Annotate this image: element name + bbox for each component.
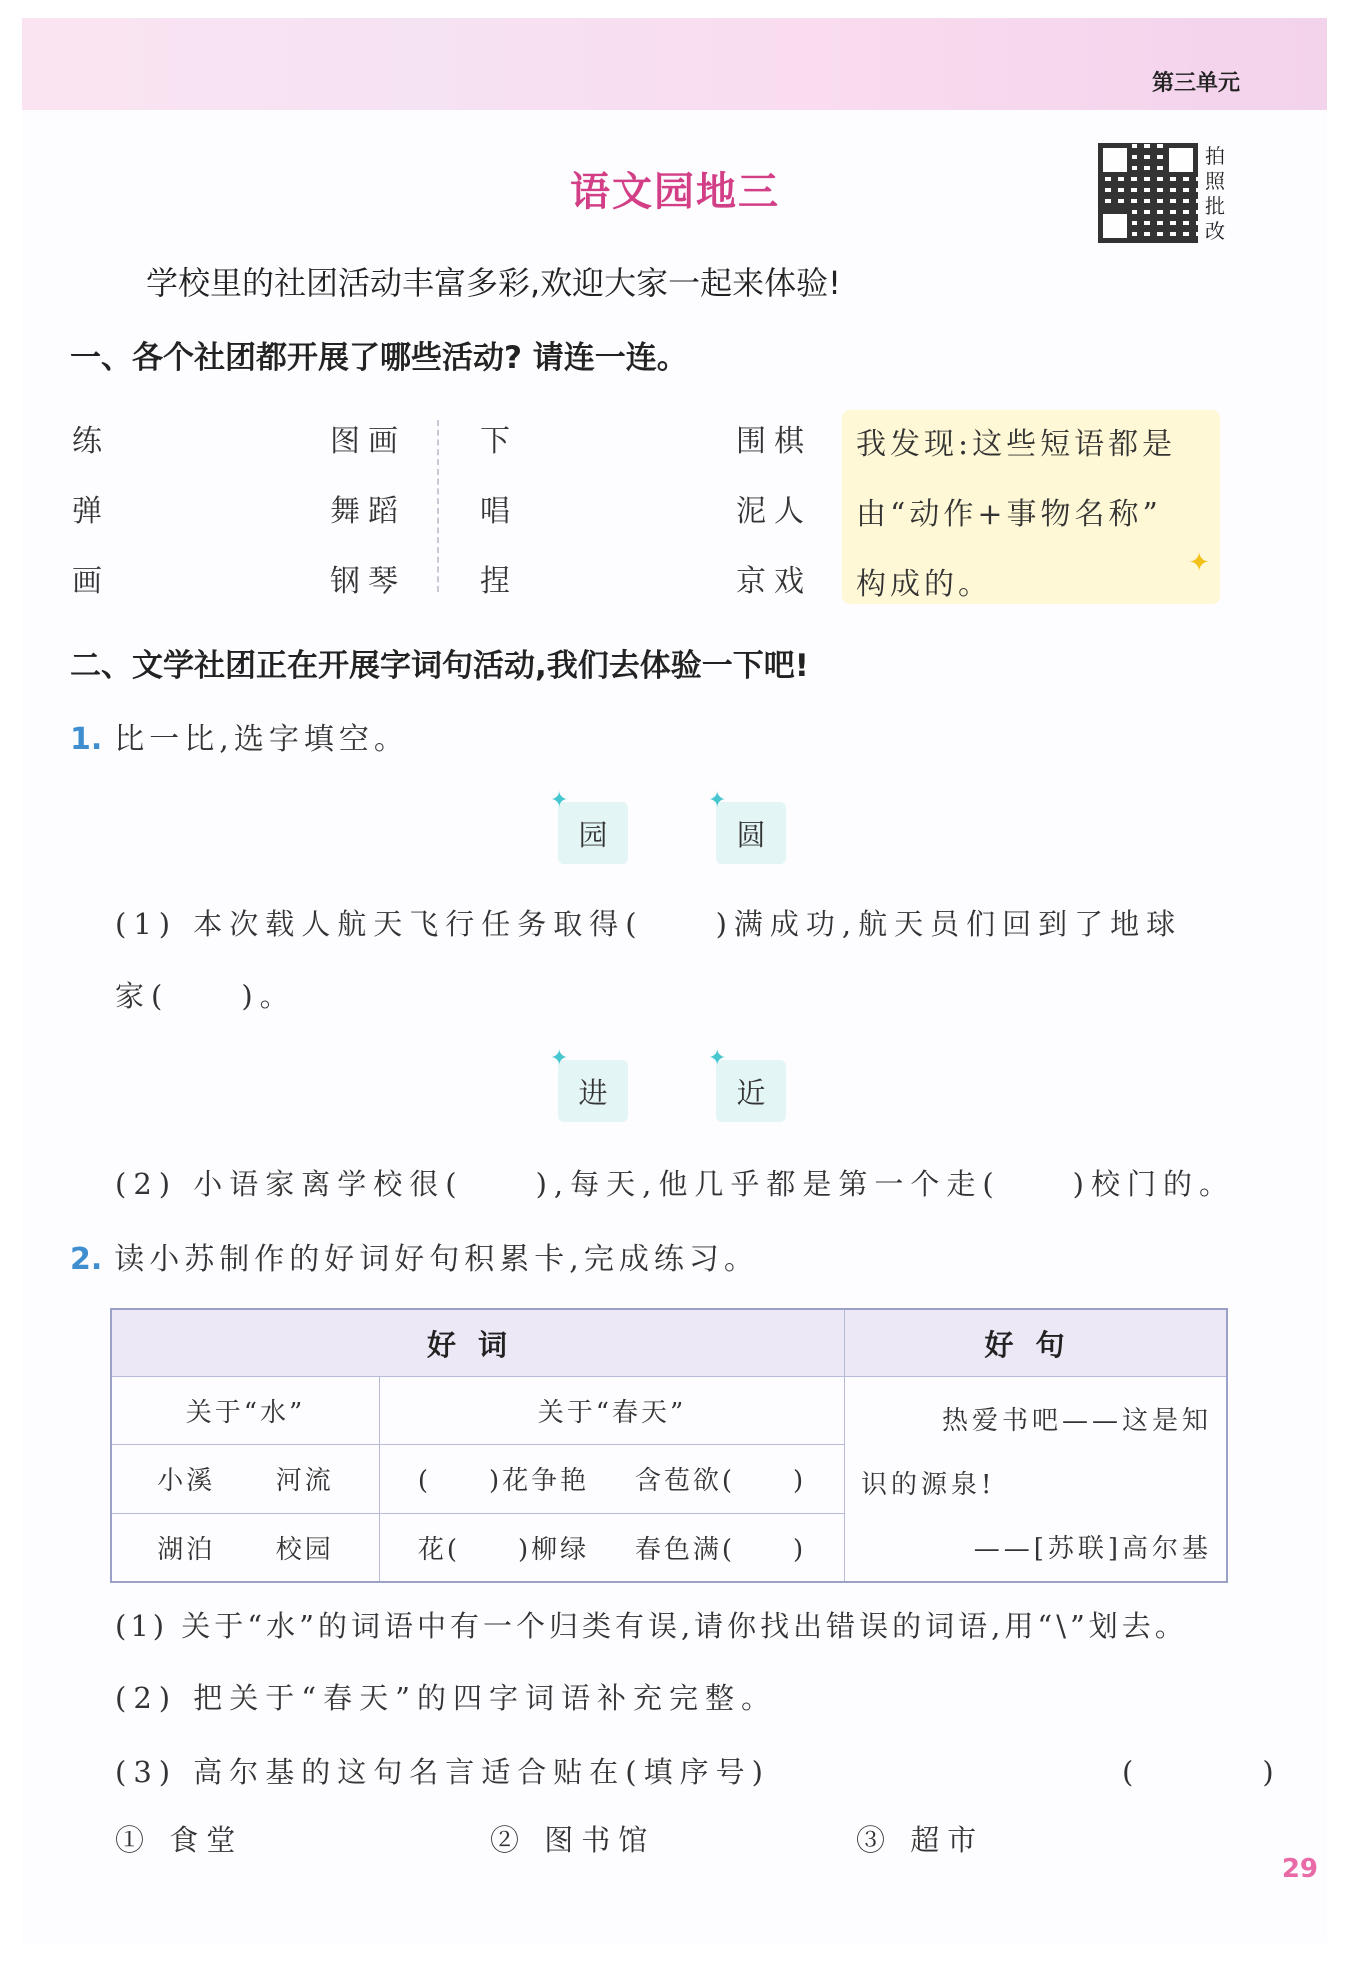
question-number: 1.: [70, 722, 103, 757]
qr-caption: [1203, 144, 1227, 244]
match-verb[interactable]: 下: [480, 424, 518, 459]
section1-heading: 一、各个社团都开展了哪些活动? 请连一连。: [70, 340, 688, 376]
sparkle-icon: ✦: [708, 788, 727, 813]
question-number: 2.: [70, 1242, 103, 1277]
discovery-note: [842, 410, 1220, 604]
char-card[interactable]: [550, 1046, 628, 1122]
water-words-row: [111, 1513, 380, 1582]
qr-corner: [1098, 143, 1132, 177]
question-prompt: 比一比,选字填空。: [114, 722, 409, 757]
col-spring-label: 关于“春天”: [380, 1377, 845, 1445]
match-verb[interactable]: 弹: [72, 494, 110, 529]
qr-corner: [1164, 143, 1198, 177]
char-card[interactable]: [708, 788, 786, 864]
char-option: 进: [578, 1075, 608, 1110]
header-band: [22, 18, 1327, 110]
match-noun[interactable]: 泥人: [736, 494, 812, 529]
page-title: 语文园地三: [570, 169, 780, 215]
word-blank-item[interactable]: ( )花争艳: [417, 1466, 590, 1497]
match-noun[interactable]: 京戏: [736, 564, 812, 599]
match-noun[interactable]: 舞蹈: [330, 494, 406, 529]
match-verb[interactable]: 捏: [480, 564, 518, 599]
accumulation-card-table: [110, 1308, 1228, 1583]
char-option: 近: [736, 1075, 766, 1110]
task-3: (3) 高尔基的这句名言适合贴在(填序号): [115, 1755, 770, 1789]
spring-words-row: [380, 1445, 845, 1513]
qr-corner: [1098, 209, 1132, 243]
quote-author: ——[苏联]高尔基: [973, 1534, 1212, 1564]
word-item[interactable]: 河流: [275, 1466, 334, 1497]
option-3[interactable]: ③ 超市: [856, 1823, 985, 1857]
word-item[interactable]: 小溪: [157, 1466, 216, 1497]
task-1: (1) 关于“水”的词语中有一个归类有误,请你找出错误的词语,用“\”划去。: [115, 1609, 1188, 1643]
water-words-row: [111, 1445, 380, 1513]
qr-caption-char: 拍: [1205, 144, 1225, 168]
qr-caption-char: 批: [1205, 194, 1225, 218]
word-item[interactable]: 湖泊: [157, 1534, 216, 1565]
char-card[interactable]: [708, 1046, 786, 1122]
match-verb[interactable]: 画: [72, 564, 110, 599]
note-line: 我发现:这些短语都是: [856, 427, 1177, 462]
task-2: (2) 把关于“春天”的四字词语补充完整。: [115, 1681, 777, 1715]
quote-cell: [845, 1377, 1228, 1583]
sentence-2[interactable]: (2) 小语家离学校很( ),每天,他几乎都是第一个走( )校门的。: [115, 1167, 1235, 1201]
char-card[interactable]: [550, 788, 628, 864]
match-noun[interactable]: 钢琴: [330, 564, 406, 599]
section2-heading: 二、文学社团正在开展字词句活动,我们去体验一下吧!: [70, 648, 809, 684]
note-line: 构成的。: [856, 567, 992, 602]
leaf-icon: ✦: [1188, 548, 1214, 578]
sparkle-icon: ✦: [550, 788, 569, 813]
word-item[interactable]: 校园: [275, 1534, 334, 1565]
header-good-sentence: 好句: [845, 1309, 1228, 1377]
match-noun[interactable]: 图画: [330, 424, 406, 459]
quote-line: 热爱书吧——这是知: [941, 1406, 1212, 1436]
question-prompt: 读小苏制作的好词好句积累卡,完成练习。: [114, 1242, 759, 1277]
divider: [437, 420, 439, 592]
qr-caption-char: 改: [1205, 219, 1225, 243]
qr-caption-char: 照: [1205, 169, 1225, 193]
word-blank-item[interactable]: 春色满( ): [634, 1534, 807, 1565]
qr-code-icon[interactable]: [1098, 143, 1198, 243]
sparkle-icon: ✦: [708, 1046, 727, 1071]
note-line: 由“动作+事物名称”: [856, 497, 1162, 532]
answer-blank[interactable]: ( ): [1122, 1755, 1324, 1789]
option-1[interactable]: ① 食堂: [115, 1823, 244, 1857]
sparkle-icon: ✦: [550, 1046, 569, 1071]
col-water-label: 关于“水”: [111, 1377, 380, 1445]
spring-words-row: [380, 1513, 845, 1582]
match-verb[interactable]: 练: [72, 424, 110, 459]
page-number: 29: [1281, 1854, 1318, 1884]
option-2[interactable]: ② 图书馆: [490, 1823, 656, 1857]
question-1: [70, 714, 409, 758]
header-good-words: 好词: [111, 1309, 845, 1377]
sentence-1-line-2[interactable]: 家( )。: [115, 979, 296, 1013]
intro-text: 学校里的社团活动丰富多彩,欢迎大家一起来体验!: [146, 264, 842, 302]
match-verb[interactable]: 唱: [480, 494, 518, 529]
word-blank-item[interactable]: 花( )柳绿: [417, 1534, 590, 1565]
question-2: [70, 1234, 759, 1278]
char-option: 园: [578, 817, 608, 852]
quote-line: 识的源泉!: [861, 1470, 996, 1500]
unit-label: 第三单元: [1151, 71, 1240, 96]
sentence-1-line-1[interactable]: (1) 本次载人航天飞行任务取得( )满成功,航天员们回到了地球: [115, 907, 1183, 941]
char-option: 圆: [736, 817, 766, 852]
match-noun[interactable]: 围棋: [736, 424, 812, 459]
word-blank-item[interactable]: 含苞欲( ): [634, 1466, 807, 1497]
